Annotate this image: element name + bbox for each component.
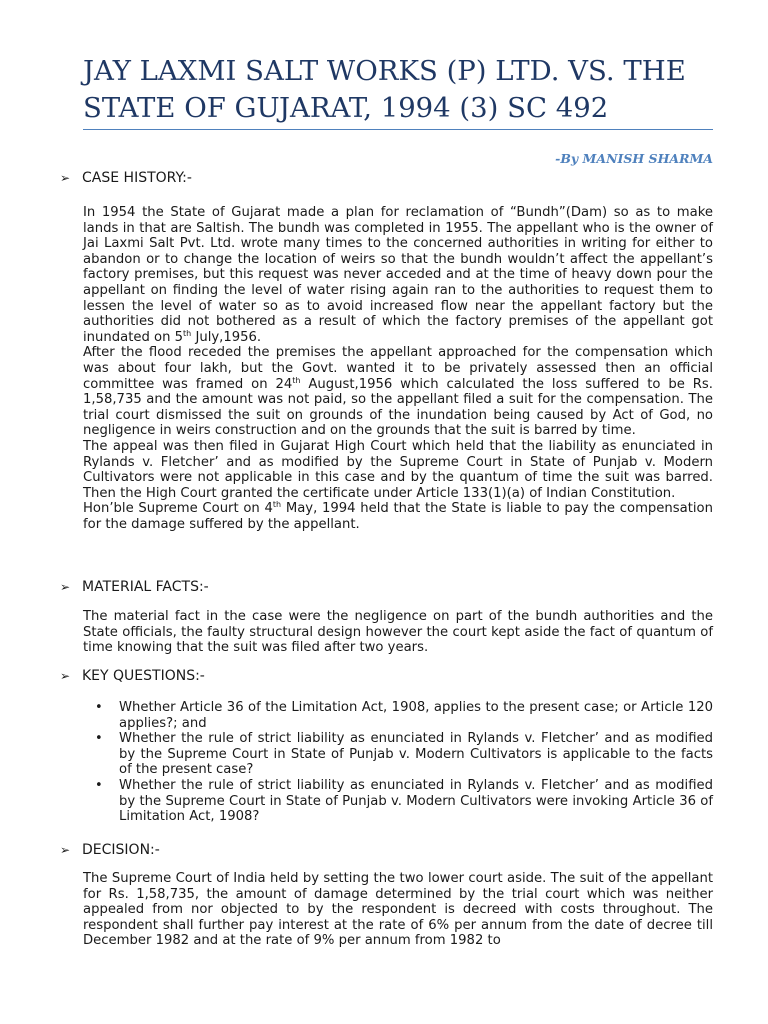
decision-body bbox=[83, 871, 713, 949]
material-facts-body bbox=[83, 609, 713, 656]
list-item: • Whether the rule of strict liability as enunciated in Rylands v. Fletcher’ and as modified by the Supreme Court in State of Punjab v. Modern Cultivators is applicable to the facts of the present case? bbox=[95, 731, 713, 778]
decision-paragraph: The Supreme Court of India held by setting the two lower court aside. The suit of the appellant for Rs. 1,58,735, the amount of damage determined by the trial court which was neither appealed from nor objected to by the respondent is decreed with costs throughout. The respondent shall further pay interest at the rate of 6% per annum from the date of decree till December 1982 and at the rate of 9% per annum from 1982 to bbox=[83, 871, 713, 949]
document-title: JAY LAXMI SALT WORKS (P) LTD. VS. THE STATE OF GUJARAT, 1994 (3) SC 492 bbox=[83, 55, 686, 124]
case-history-paragraph: The appeal was then filed in Gujarat High Court which held that the liability as enunciated in Rylands v. Fletcher’ and as modified by the Supreme Court in State of Punjab v. Modern Cultivators were not applicable in this case and by the quantum of time the suit was barred. Then the High Court granted the certificate under Article 133(1)(a) of Indian Constitution. bbox=[83, 438, 713, 501]
case-history-paragraph: In 1954 the State of Gujarat made a plan for reclamation of “Bundh”(Dam) so as to make lands in that are Saltish. The bundh was completed in 1955. The appellant who is the owner of Jai Laxmi Salt Pvt. Ltd. wrote many times to the concerned authorities in writing for either to abandon or to change the location of weirs so that the bundh wouldn’t affect the appellant’s factory premises, but this request was never acceded and at the time of heavy down pour the appellant on finding the level of water rising again ran to the authorities to request them to lessen the level of water so as to avoid increased flow near the appellant factory but the authorities did not bothered as a result of which the factory premises of the appellant got inundated on 5th July,1956. bbox=[83, 205, 713, 345]
case-history-heading-text: CASE HISTORY:- bbox=[82, 170, 192, 186]
decision-heading-text: DECISION:- bbox=[82, 842, 160, 858]
case-history-paragraph: Hon’ble Supreme Court on 4th May, 1994 held that the State is liable to pay the compensation for the damage suffered by the appellant. bbox=[83, 500, 713, 532]
arrow-bullet-icon: ➢ bbox=[60, 580, 71, 594]
key-questions-heading-text: KEY QUESTIONS:- bbox=[82, 668, 205, 684]
author-byline: -By MANISH SHARMA bbox=[555, 151, 713, 166]
material-facts-heading-text: MATERIAL FACTS:- bbox=[82, 579, 209, 595]
case-history-paragraph: After the flood receded the premises the appellant approached for the compensation which was about four lakh, but the Govt. wanted it to be privately assessed then an official committee was framed on 24th August,1956 which calculated the loss suffered to be Rs. 1,58,735 and the amount was not paid, so the appellant filed a suit for the compensation. The trial court dismissed the suit on grounds of the inundation being caused by Act of God, no negligence in weirs construction and on the grounds that the suit is barred by time. bbox=[83, 345, 713, 439]
key-questions-list bbox=[95, 700, 713, 825]
case-history-body bbox=[83, 205, 713, 532]
key-questions-heading bbox=[60, 667, 205, 685]
list-item: • Whether the rule of strict liability as enunciated in Rylands v. Fletcher’ and as modified by the Supreme Court in State of Punjab v. Modern Cultivators were invoking Article 36 of Limitation Act, 1908? bbox=[95, 778, 713, 825]
material-facts-heading bbox=[60, 578, 209, 596]
list-item: • Whether Article 36 of the Limitation Act, 1908, applies to the present case; or Article 120 applies?; and bbox=[95, 700, 713, 731]
arrow-bullet-icon: ➢ bbox=[60, 843, 71, 857]
arrow-bullet-icon: ➢ bbox=[60, 171, 71, 185]
material-facts-paragraph: The material fact in the case were the negligence on part of the bundh authorities and the State officials, the faulty structural design however the court kept aside the fact of quantum of time knowing that the suit was filed after two years. bbox=[83, 609, 713, 656]
decision-heading bbox=[60, 841, 160, 859]
title-divider bbox=[83, 129, 713, 130]
case-history-heading bbox=[60, 169, 192, 187]
arrow-bullet-icon: ➢ bbox=[60, 669, 71, 683]
